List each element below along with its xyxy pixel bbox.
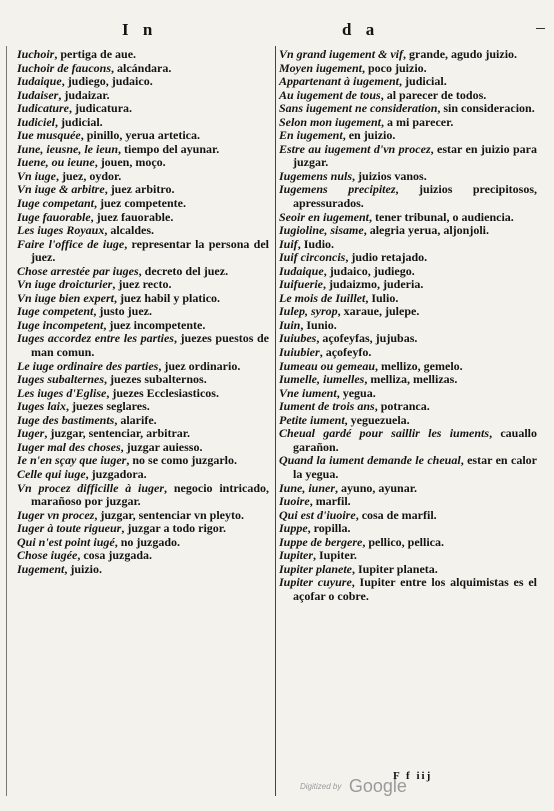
entry-headword: Iuoire bbox=[279, 494, 310, 509]
entry-headword: Iuger à toute rigueur bbox=[17, 521, 122, 536]
entry-headword: Iuges accordez entre les parties bbox=[17, 331, 174, 346]
entry-headword: Iuppe de bergere bbox=[279, 534, 363, 549]
dictionary-entry bbox=[17, 373, 269, 387]
dictionary-entry bbox=[279, 292, 537, 306]
entry-headword: Iuif circoncis bbox=[279, 250, 346, 265]
entry-translation: , estar en calor la yegua. bbox=[293, 453, 537, 481]
entry-headword: Iue musquée bbox=[17, 128, 81, 143]
entry-headword: Iudaique bbox=[17, 74, 62, 89]
entry-translation: , Iupiter entre los alquimistas es el açofar o cobre. bbox=[293, 575, 537, 603]
dictionary-entry bbox=[17, 319, 269, 333]
entry-translation: , açofeyfas, jujubas. bbox=[316, 331, 418, 346]
dictionary-entry bbox=[17, 400, 269, 414]
dictionary-entry bbox=[279, 305, 537, 319]
dictionary-entry bbox=[279, 387, 537, 401]
entry-translation: , Iupiter. bbox=[313, 548, 357, 563]
dictionary-entry bbox=[279, 509, 537, 523]
entry-translation: , ropilla. bbox=[307, 521, 351, 536]
dictionary-entry bbox=[17, 414, 269, 428]
entry-translation: , yegua. bbox=[336, 385, 376, 400]
entry-headword: Iuin bbox=[279, 317, 301, 332]
entry-translation: , açofeyfo. bbox=[319, 345, 372, 360]
dictionary-entry bbox=[17, 278, 269, 292]
entry-headword: Iuges subalternes bbox=[17, 372, 105, 387]
dictionary-entry bbox=[279, 251, 537, 265]
dictionary-entry bbox=[17, 48, 269, 62]
entry-translation: , justo juez. bbox=[93, 304, 152, 319]
dictionary-entry bbox=[17, 427, 269, 441]
entry-translation: , tiempo del ayunar. bbox=[118, 141, 220, 156]
dictionary-entry bbox=[17, 441, 269, 455]
dictionary-entry bbox=[279, 454, 537, 481]
entry-translation: , Iunio. bbox=[300, 317, 337, 332]
entry-headword: Iudiciel bbox=[17, 114, 55, 129]
dictionary-entry bbox=[17, 156, 269, 170]
entry-translation: , juzgadora. bbox=[85, 466, 147, 481]
entry-translation: , judicatura. bbox=[69, 101, 133, 116]
entry-translation: , juez fauorable. bbox=[90, 209, 174, 224]
entry-translation: , potranca. bbox=[374, 399, 430, 414]
dictionary-entry bbox=[17, 224, 269, 238]
entry-translation: , sin consideracion. bbox=[437, 101, 535, 116]
dictionary-entry bbox=[279, 414, 537, 428]
dictionary-entry bbox=[279, 238, 537, 252]
dictionary-entry bbox=[279, 224, 537, 238]
entry-headword: Iugemens precipitez bbox=[279, 182, 396, 197]
entry-headword: Au iugement de tous bbox=[279, 87, 381, 102]
entry-headword: Iuge competant bbox=[17, 196, 94, 211]
entry-headword: Iuge competent bbox=[17, 304, 94, 319]
entry-translation: , Iulio. bbox=[365, 290, 399, 305]
dictionary-entry bbox=[17, 332, 269, 359]
entry-headword: Vn iuge droicturier bbox=[17, 277, 113, 292]
entry-translation: , Iudio. bbox=[297, 236, 335, 251]
entry-headword: Iulep, syrop bbox=[279, 304, 338, 319]
entry-headword: Le iuge ordinaire des parties bbox=[17, 358, 159, 373]
entry-translation: , juez incompetente. bbox=[103, 317, 206, 332]
entry-translation: , ayuno, ayunar. bbox=[335, 480, 417, 495]
entry-translation: , cauallo garañon. bbox=[293, 426, 538, 454]
entry-headword: Vn procez difficille à iuger bbox=[17, 480, 165, 495]
entry-translation: , en juizio. bbox=[342, 128, 396, 143]
entry-headword: Les iuges Royaux bbox=[17, 223, 105, 238]
entry-translation: , cosa juzgada. bbox=[77, 548, 153, 563]
entry-translation: , alegria yerua, aljonjoli. bbox=[363, 223, 490, 238]
entry-translation: , juzgar auiesso. bbox=[120, 439, 203, 454]
entry-translation: , juizios precipitosos, apressurados. bbox=[293, 182, 537, 211]
header-right: d a bbox=[342, 20, 380, 39]
dictionary-entry bbox=[17, 170, 269, 184]
dictionary-entry bbox=[17, 387, 269, 401]
entry-headword: Le mois de Iuillet bbox=[279, 290, 366, 305]
entry-headword: Iugement bbox=[17, 561, 65, 576]
entry-headword: Moyen iugement bbox=[279, 60, 362, 75]
entry-headword: Iugemens nuls bbox=[279, 168, 353, 183]
entry-headword: Vn iuge bien expert bbox=[17, 290, 115, 305]
dictionary-entry bbox=[17, 563, 269, 577]
dictionary-entry bbox=[279, 536, 537, 550]
dictionary-entry bbox=[17, 197, 269, 211]
dictionary-entry bbox=[279, 549, 537, 563]
dictionary-entry bbox=[279, 211, 537, 225]
entry-translation: , juzgar, sentenciar vn pleyto. bbox=[94, 507, 245, 522]
entry-headword: Iuiubier bbox=[279, 345, 320, 360]
entry-headword: Iupiter planete bbox=[279, 561, 353, 576]
dictionary-entry bbox=[279, 102, 537, 116]
entry-headword: Selon mon iugement bbox=[279, 114, 382, 129]
entry-headword: Vn iuge & arbitre bbox=[17, 182, 105, 197]
dictionary-entry bbox=[17, 75, 269, 89]
entry-translation: , juezes seglares. bbox=[66, 399, 150, 414]
dictionary-entry bbox=[279, 482, 537, 496]
entry-headword: Iudicature bbox=[17, 101, 70, 116]
entry-headword: Iuge incompetent bbox=[17, 317, 104, 332]
page-edge-left bbox=[6, 46, 7, 796]
dictionary-entry bbox=[17, 102, 269, 116]
entry-headword: Iuger mal des choses bbox=[17, 439, 121, 454]
dictionary-entry bbox=[279, 265, 537, 279]
entry-headword: Seoir en iugement bbox=[279, 209, 370, 224]
entry-headword: Iuppe bbox=[279, 521, 308, 536]
dictionary-entry bbox=[17, 62, 269, 76]
dictionary-entry bbox=[279, 563, 537, 577]
entry-translation: , poco juizio. bbox=[362, 60, 427, 75]
entry-translation: , marfil. bbox=[309, 494, 351, 509]
entry-headword: Appartenant à iugement bbox=[279, 74, 400, 89]
dictionary-entry bbox=[279, 427, 537, 454]
entry-translation: , juez competente. bbox=[94, 196, 186, 211]
entry-translation: , judaizmo, juderia. bbox=[323, 277, 424, 292]
dictionary-entry bbox=[17, 129, 269, 143]
dictionary-entry bbox=[17, 143, 269, 157]
dictionary-entry bbox=[279, 319, 537, 333]
entry-headword: Estre au iugement d'vn procez bbox=[279, 141, 431, 156]
entry-translation: , tener tribunal, o audiencia. bbox=[369, 209, 514, 224]
entry-translation: , no se como juzgarlo. bbox=[126, 453, 237, 468]
entry-headword: Iuchoir bbox=[17, 47, 55, 61]
dictionary-entry bbox=[17, 116, 269, 130]
watermark-logo-text: Google bbox=[348, 776, 407, 796]
entry-translation: , alcándara. bbox=[111, 60, 172, 75]
entry-translation: , estar en juizio para juzgar. bbox=[293, 141, 537, 170]
entry-headword: Faire l'office de iuge bbox=[17, 236, 125, 251]
entry-translation: , juzgar a todo rigor. bbox=[121, 521, 227, 536]
dictionary-entry bbox=[279, 75, 537, 89]
digitized-watermark bbox=[300, 776, 407, 797]
header-mark bbox=[536, 28, 545, 29]
entry-translation: , cosa de marfil. bbox=[355, 507, 437, 522]
entry-headword: Iuchoir de faucons bbox=[17, 60, 112, 75]
dictionary-entry bbox=[17, 509, 269, 523]
dictionary-entry bbox=[17, 292, 269, 306]
dictionary-entry bbox=[279, 576, 537, 603]
dictionary-entry bbox=[17, 360, 269, 374]
entry-headword: Vn grand iugement & vif bbox=[279, 47, 404, 61]
entry-translation: , juzgar, sentenciar, arbitrar. bbox=[44, 426, 190, 441]
dictionary-entry bbox=[17, 482, 269, 509]
dictionary-entry bbox=[17, 536, 269, 550]
entry-headword: Iuges laix bbox=[17, 399, 67, 414]
entry-headword: Iugioline, sisame bbox=[279, 223, 364, 238]
dictionary-entry bbox=[17, 522, 269, 536]
entry-translation: , pertiga de aue. bbox=[54, 47, 137, 61]
dictionary-entry bbox=[17, 89, 269, 103]
entry-headword: Les iuges d'Eglise bbox=[17, 385, 107, 400]
dictionary-entry bbox=[279, 522, 537, 536]
column-divider bbox=[275, 46, 276, 796]
entry-translation: , juezes subalternos. bbox=[104, 372, 207, 387]
entry-headword: Quand la iument demande le cheual bbox=[279, 453, 461, 468]
entry-translation: , pellico, pellica. bbox=[362, 534, 444, 549]
entry-headword: Iuger bbox=[17, 426, 45, 441]
entry-translation: , xaraue, julepe. bbox=[337, 304, 420, 319]
entry-headword: Iumelle, iumelles bbox=[279, 372, 365, 387]
left-column bbox=[17, 48, 269, 576]
entry-headword: En iugement bbox=[279, 128, 343, 143]
dictionary-entry bbox=[279, 89, 537, 103]
entry-headword: Iuif bbox=[279, 236, 298, 251]
entry-translation: , juizios vanos. bbox=[352, 168, 427, 183]
entry-translation: , jouen, moço. bbox=[94, 155, 166, 170]
entry-translation: , alcaldes. bbox=[104, 223, 155, 238]
entry-headword: Ie n'en sçay que iuger bbox=[17, 453, 127, 468]
entry-translation: , juizio. bbox=[64, 561, 103, 576]
entry-translation: , Iupiter planeta. bbox=[352, 561, 438, 576]
entry-headword: Sans iugement ne consideration bbox=[279, 101, 438, 116]
entry-headword: Iupiter cuyure bbox=[279, 575, 352, 590]
entry-translation: , representar la persona del juez. bbox=[31, 236, 269, 265]
entry-translation: , judaico, judiego. bbox=[323, 263, 415, 278]
dictionary-entry bbox=[279, 360, 537, 374]
dictionary-entry bbox=[279, 495, 537, 509]
entry-headword: Iune, ieusne, le ieun bbox=[17, 141, 119, 156]
entry-translation: , decreto del juez. bbox=[138, 263, 229, 278]
dictionary-entry bbox=[279, 62, 537, 76]
dictionary-entry bbox=[279, 332, 537, 346]
dictionary-entry bbox=[279, 48, 537, 62]
dictionary-entry bbox=[279, 346, 537, 360]
entry-headword: Chose arrestée par iuges bbox=[17, 263, 139, 278]
entry-translation: , juez, oydor. bbox=[56, 168, 122, 183]
entry-translation: , judio retajado. bbox=[345, 250, 428, 265]
entry-headword: Iuger vn procez bbox=[17, 507, 95, 522]
entry-headword: Iudaique bbox=[279, 263, 324, 278]
entry-translation: , juez arbitro. bbox=[104, 182, 175, 197]
entry-headword: Vn iuge bbox=[17, 168, 57, 183]
entry-translation: , judiego, judaico. bbox=[61, 74, 153, 89]
entry-translation: , juez recto. bbox=[112, 277, 172, 292]
entry-translation: , mellizo, gemelo. bbox=[375, 358, 463, 373]
entry-headword: Iudaiser bbox=[17, 87, 59, 102]
dictionary-entry bbox=[17, 454, 269, 468]
entry-translation: , judicial. bbox=[55, 114, 103, 129]
entry-headword: Celle qui iuge bbox=[17, 466, 86, 481]
dictionary-entry bbox=[279, 170, 537, 184]
dictionary-entry bbox=[279, 373, 537, 387]
right-column bbox=[279, 48, 537, 603]
dictionary-entry bbox=[279, 143, 537, 170]
entry-headword: Iune, iuner bbox=[279, 480, 336, 495]
entry-headword: Qui est d'iuoire bbox=[279, 507, 356, 522]
dictionary-entry bbox=[279, 116, 537, 130]
entry-translation: , judicial. bbox=[399, 74, 447, 89]
entry-headword: Iuge fauorable bbox=[17, 209, 91, 224]
dictionary-entry bbox=[17, 265, 269, 279]
entry-headword: Iumeau ou gemeau bbox=[279, 358, 376, 373]
entry-headword: Chose iugée bbox=[17, 548, 78, 563]
running-header bbox=[0, 20, 554, 42]
entry-translation: , negocio intricado, marañoso por juzgar. bbox=[31, 480, 270, 509]
entry-translation: , no juzgado. bbox=[114, 534, 181, 549]
entry-headword: Cheual gardé pour saillir les iuments bbox=[279, 426, 490, 441]
dictionary-entry bbox=[17, 238, 269, 265]
dictionary-entry bbox=[279, 400, 537, 414]
dictionary-entry bbox=[279, 129, 537, 143]
entry-headword: Vne iument bbox=[279, 385, 337, 400]
entry-headword: Iuge des bastiments bbox=[17, 412, 115, 427]
entry-translation: , yeguezuela. bbox=[344, 412, 410, 427]
entry-translation: , pinillo, yerua artetica. bbox=[80, 128, 201, 143]
entry-translation: , juezes Ecclesiasticos. bbox=[106, 385, 219, 400]
entry-translation: , a mi parecer. bbox=[381, 114, 454, 129]
entry-headword: Iuifuerie bbox=[279, 277, 324, 292]
entry-headword: Iument de trois ans bbox=[279, 399, 375, 414]
entry-translation: , melliza, mellizas. bbox=[364, 372, 458, 387]
signature-mark: F f iij bbox=[393, 770, 433, 782]
entry-headword: Iupiter bbox=[279, 548, 314, 563]
header-left: I n bbox=[122, 20, 158, 39]
dictionary-entry bbox=[279, 183, 537, 210]
entry-translation: , judaizar. bbox=[58, 87, 110, 102]
entry-translation: , al parecer de todos. bbox=[380, 87, 487, 102]
dictionary-entry bbox=[17, 183, 269, 197]
entry-translation: , juezes puestos de man comun. bbox=[31, 331, 270, 360]
dictionary-entry bbox=[17, 549, 269, 563]
entry-headword: Iuene, ou ieune bbox=[17, 155, 95, 170]
entry-translation: , alarife. bbox=[114, 412, 157, 427]
dictionary-entry bbox=[17, 468, 269, 482]
dictionary-entry bbox=[17, 305, 269, 319]
entry-headword: Petite iument bbox=[279, 412, 345, 427]
dictionary-entry bbox=[279, 278, 537, 292]
entry-headword: Qui n'est point iugé bbox=[17, 534, 115, 549]
watermark-small-text: Digitized by bbox=[300, 782, 342, 791]
entry-headword: Iuiubes bbox=[279, 331, 317, 346]
dictionary-entry bbox=[17, 211, 269, 225]
entry-translation: , juez ordinario. bbox=[158, 358, 241, 373]
entry-translation: , juez habil y platico. bbox=[114, 290, 221, 305]
entry-translation: , grande, agudo juizio. bbox=[403, 47, 518, 61]
